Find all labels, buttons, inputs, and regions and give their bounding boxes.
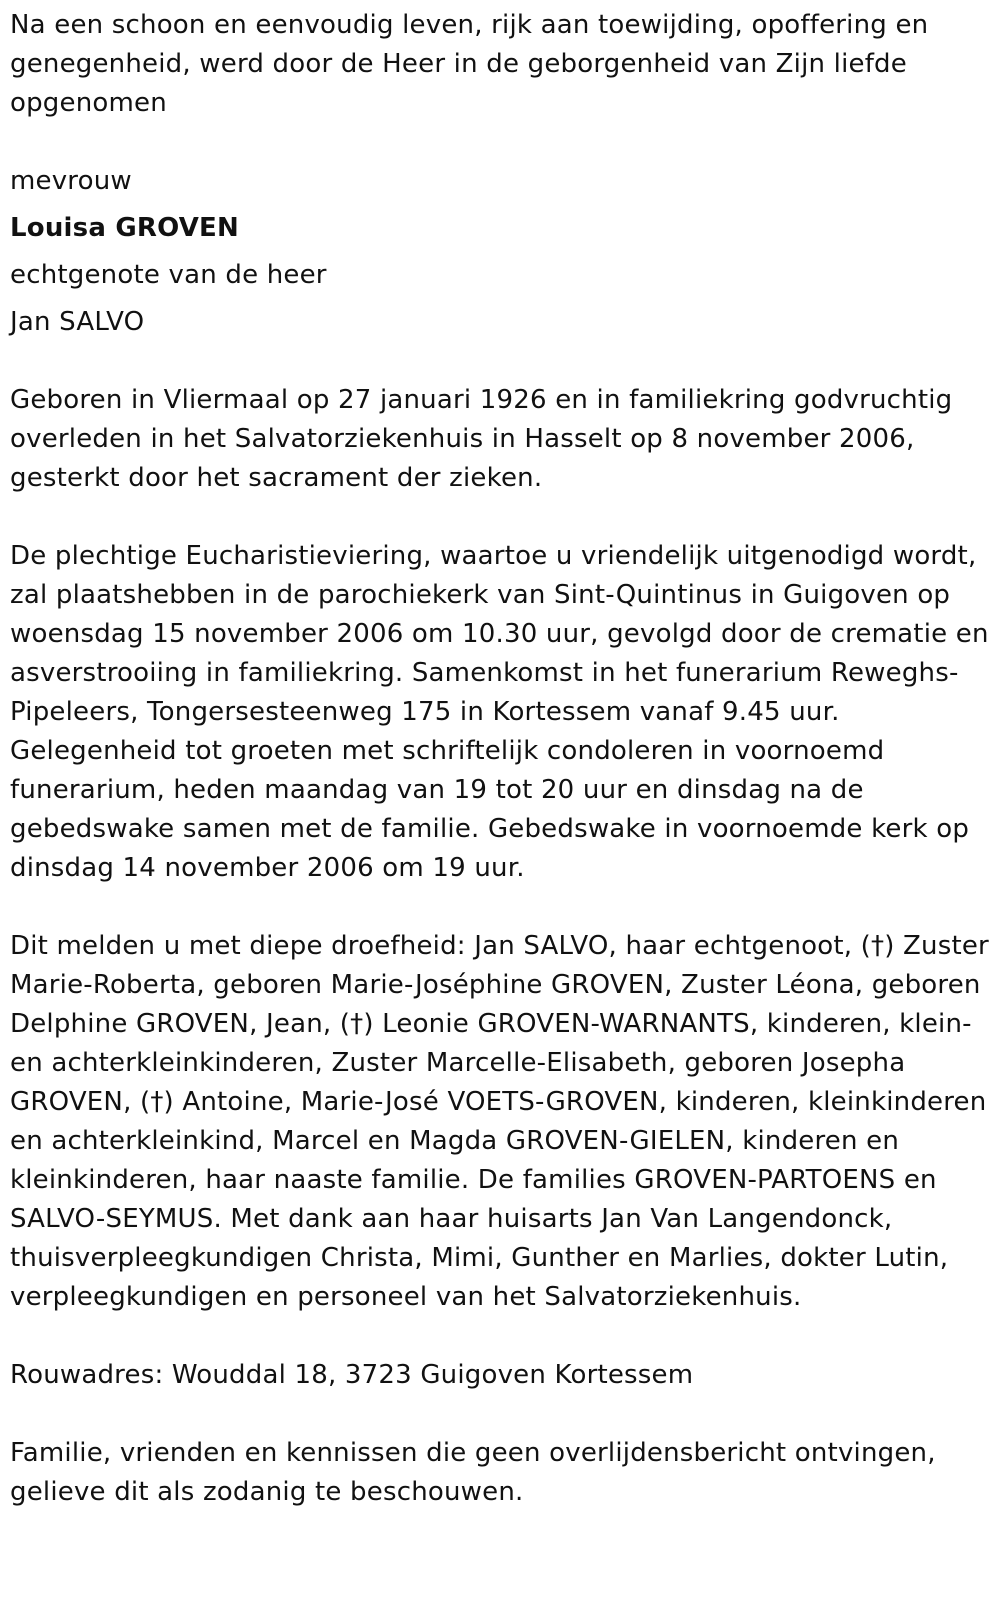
salutation: mevrouw: [10, 166, 132, 196]
relation-text: echtgenote van de heer: [10, 260, 327, 290]
spacer: [10, 498, 990, 537]
family-text: Dit melden u met diepe droefheid: Jan SALVO, haar echtgenoot, (†) Zuster Marie-Roberta, geboren Marie-Joséphine GROVEN, Zuster Léona, geboren Delphine GROVEN, Jean, (†) Leonie GROVEN-WARNANTS, kinderen, klein- en achterkleinkinderen, Zuster Marcelle-Elisabeth, geboren Josepha GROVEN, (†) Antoine, Marie-José VOETS-GROVEN, kinderen, kleinkinderen en achterkleinkind, Marcel en Magda GROVEN-GIELEN, kinderen en kleinkinderen, haar naaste familie. De families GROVEN-PARTOENS en SALVO-SEYMUS. Met dank aan haar huisarts Jan Van Langendonck, thuisverpleegkundigen Christa, Mimi, Gunther en Marlies, dokter Lutin, verpleegkundigen en personeel van het Salvatorziekenhuis.: [10, 931, 989, 1312]
spacer: [10, 1395, 990, 1434]
spacer: [10, 1317, 990, 1356]
spacer: [10, 123, 990, 162]
spouse-name: Jan SALVO: [10, 307, 145, 337]
spacer: [10, 342, 990, 381]
ceremony-text: De plechtige Eucharistieviering, waartoe u vriendelijk uitgenodigd wordt, zal plaatshebben in de parochiekerk van Sint-Quintinus in Guigoven op woensdag 15 november 2006 om 10.30 uur, gevolgd door de crematie en asverstrooiing in familiekring. Samenkomst in het funerarium Reweghs-Pipeleers, Tongersesteenweg 175 in Kortessem vanaf 9.45 uur. Gelegenheid tot groeten met schriftelijk condoleren in voornoemd funerarium, heden maandag van 19 tot 20 uur en dinsdag na de gebedswake samen met de familie. Gebedswake in voornoemde kerk op dinsdag 14 november 2006 om 19 uur.: [10, 541, 989, 883]
intro-text: Na een schoon en eenvoudig leven, rijk aan toewijding, opoffering en genegenheid, werd door de Heer in de geborgenheid van Zijn liefde opgenomen: [10, 10, 929, 118]
closing-text: Familie, vrienden en kennissen die geen overlijdensbericht ontvingen, gelieve dit als zodanig te beschouwen.: [10, 1438, 936, 1507]
mourning-address: Rouwadres: Wouddal 18, 3723 Guigoven Kortessem: [10, 1360, 694, 1390]
birth-death-text: Geboren in Vliermaal op 27 januari 1926 en in familiekring godvruchtig overleden in het Salvatorziekenhuis in Hasselt op 8 november 2006, gesterkt door het sacrament der zieken.: [10, 385, 953, 493]
deceased-name: Louisa GROVEN: [10, 213, 239, 243]
spacer: [10, 888, 990, 927]
